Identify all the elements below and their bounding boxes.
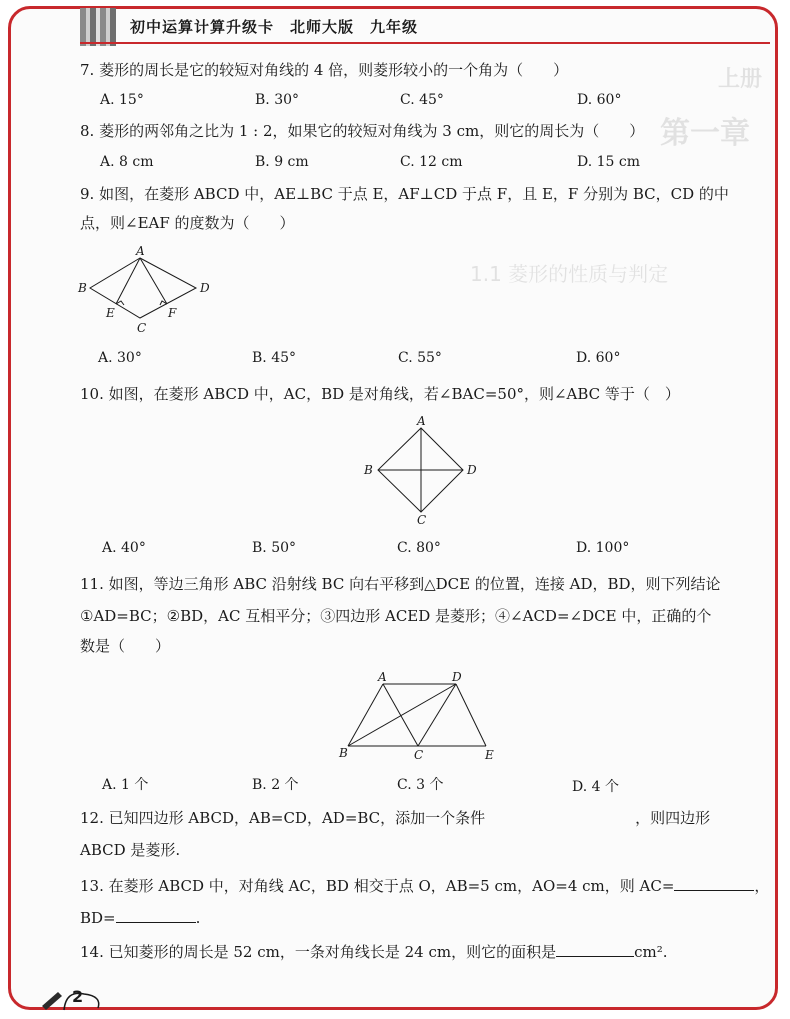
q9-label-c: C bbox=[137, 321, 147, 335]
q7-option-c: C. 45° bbox=[400, 92, 444, 108]
q9-label-d: D bbox=[200, 281, 210, 295]
q9-option-b: B. 45° bbox=[252, 350, 297, 366]
q7-option-b: B. 30° bbox=[255, 92, 300, 108]
question-14 bbox=[80, 942, 668, 962]
q13-bd-end: . bbox=[195, 909, 201, 927]
q9-option-c: C. 55° bbox=[398, 350, 442, 366]
q14-text-end: cm². bbox=[634, 943, 668, 961]
q8-option-b: B. 9 cm bbox=[255, 154, 309, 170]
question-11-line1: 11. 如图，等边三角形 ABC 沿射线 BC 向右平移到△DCE 的位置，连接 AD，BD，则下列结论 bbox=[80, 575, 721, 593]
question-11-line2: ①AD=BC；②BD，AC 互相平分；③四边形 ACED 是菱形；④∠ACD=∠DCE 中，正确的个 bbox=[80, 607, 712, 625]
q11-label-a: A bbox=[378, 670, 387, 684]
q11-label-c: C bbox=[414, 748, 424, 762]
q9-option-a: A. 30° bbox=[98, 350, 142, 366]
q9-label-b: B bbox=[78, 281, 87, 295]
q12-text-end: ，则四边形 bbox=[635, 809, 711, 827]
q9-option-d: D. 60° bbox=[576, 350, 621, 366]
q10-option-c: C. 80° bbox=[397, 540, 441, 556]
q10-label-b: B bbox=[364, 463, 373, 477]
q9-label-a: A bbox=[136, 244, 145, 258]
q13-text: 13. 在菱形 ABCD 中，对角线 AC，BD 相交于点 O，AB=5 cm，AO=4 cm，则 AC= bbox=[80, 877, 675, 895]
page-number: 2 bbox=[72, 987, 84, 1006]
q8-option-d: D. 15 cm bbox=[577, 154, 641, 170]
q8-option-a: A. 8 cm bbox=[100, 154, 154, 170]
q11-option-d: D. 4 个 bbox=[572, 779, 619, 795]
q10-label-d: D bbox=[467, 463, 477, 477]
q11-option-c: C. 3 个 bbox=[397, 777, 444, 793]
q11-label-e: E bbox=[485, 748, 494, 762]
question-9-line2: 点，则∠EAF 的度数为（ ） bbox=[80, 214, 295, 232]
q14-text: 14. 已知菱形的周长是 52 cm，一条对角线长是 24 cm，则它的面积是 bbox=[80, 943, 557, 961]
q10-rhombus-figure bbox=[350, 414, 490, 526]
question-13-line1 bbox=[80, 876, 769, 896]
q11-label-b: B bbox=[339, 746, 348, 760]
question-12-line2: ABCD 是菱形. bbox=[80, 841, 181, 859]
q10-label-c: C bbox=[417, 513, 427, 526]
pencil-icon bbox=[40, 984, 100, 1012]
ghost-tab: 上册 bbox=[718, 67, 763, 92]
q10-option-d: D. 100° bbox=[576, 540, 630, 556]
question-10: 10. 如图，在菱形 ABCD 中，AC，BD 是对角线，若∠BAC=50°，则∠ABC 等于（ ） bbox=[80, 385, 680, 403]
q11-label-d: D bbox=[452, 670, 462, 684]
q13-bd-text: BD= bbox=[80, 909, 116, 927]
q14-area-blank[interactable] bbox=[556, 956, 634, 957]
question-12-line1 bbox=[80, 808, 710, 828]
q11-option-b: B. 2 个 bbox=[252, 777, 299, 793]
q9-label-f: F bbox=[168, 306, 177, 320]
q7-option-a: A. 15° bbox=[100, 92, 144, 108]
q9-label-e: E bbox=[106, 306, 115, 320]
question-13-line2 bbox=[80, 908, 200, 928]
q10-label-a: A bbox=[417, 414, 426, 428]
q9-rhombus-figure bbox=[76, 244, 216, 336]
ghost-section: 1.1 菱形的性质与判定 bbox=[470, 262, 669, 286]
q7-option-d: D. 60° bbox=[577, 92, 622, 108]
q12-text: 12. 已知四边形 ABCD，AB=CD，AD=BC，添加一个条件 bbox=[80, 809, 486, 827]
q11-option-a: A. 1 个 bbox=[102, 777, 149, 793]
q10-option-a: A. 40° bbox=[102, 540, 146, 556]
q13-bd-blank[interactable] bbox=[116, 922, 196, 923]
q10-option-b: B. 50° bbox=[252, 540, 297, 556]
ghost-chapter: 第一章 bbox=[660, 116, 750, 151]
q8-option-c: C. 12 cm bbox=[400, 154, 463, 170]
question-9-line1: 9. 如图，在菱形 ABCD 中，AE⊥BC 于点 E，AF⊥CD 于点 F，且 E，F 分别为 BC，CD 的中 bbox=[80, 185, 729, 203]
q13-text-end: ， bbox=[754, 877, 770, 895]
q13-ac-blank[interactable] bbox=[674, 890, 754, 891]
header-title: 初中运算计算升级卡 北师大版 九年级 bbox=[130, 18, 419, 36]
q11-triangles-figure bbox=[336, 670, 506, 762]
question-11-line3: 数是（ ） bbox=[80, 637, 171, 655]
question-7: 7. 菱形的周长是它的较短对角线的 4 倍，则菱形较小的一个角为（ ） bbox=[80, 61, 569, 79]
question-8: 8. 菱形的两邻角之比为 1 : 2，如果它的较短对角线为 3 cm，则它的周长为（ ） bbox=[80, 122, 645, 140]
